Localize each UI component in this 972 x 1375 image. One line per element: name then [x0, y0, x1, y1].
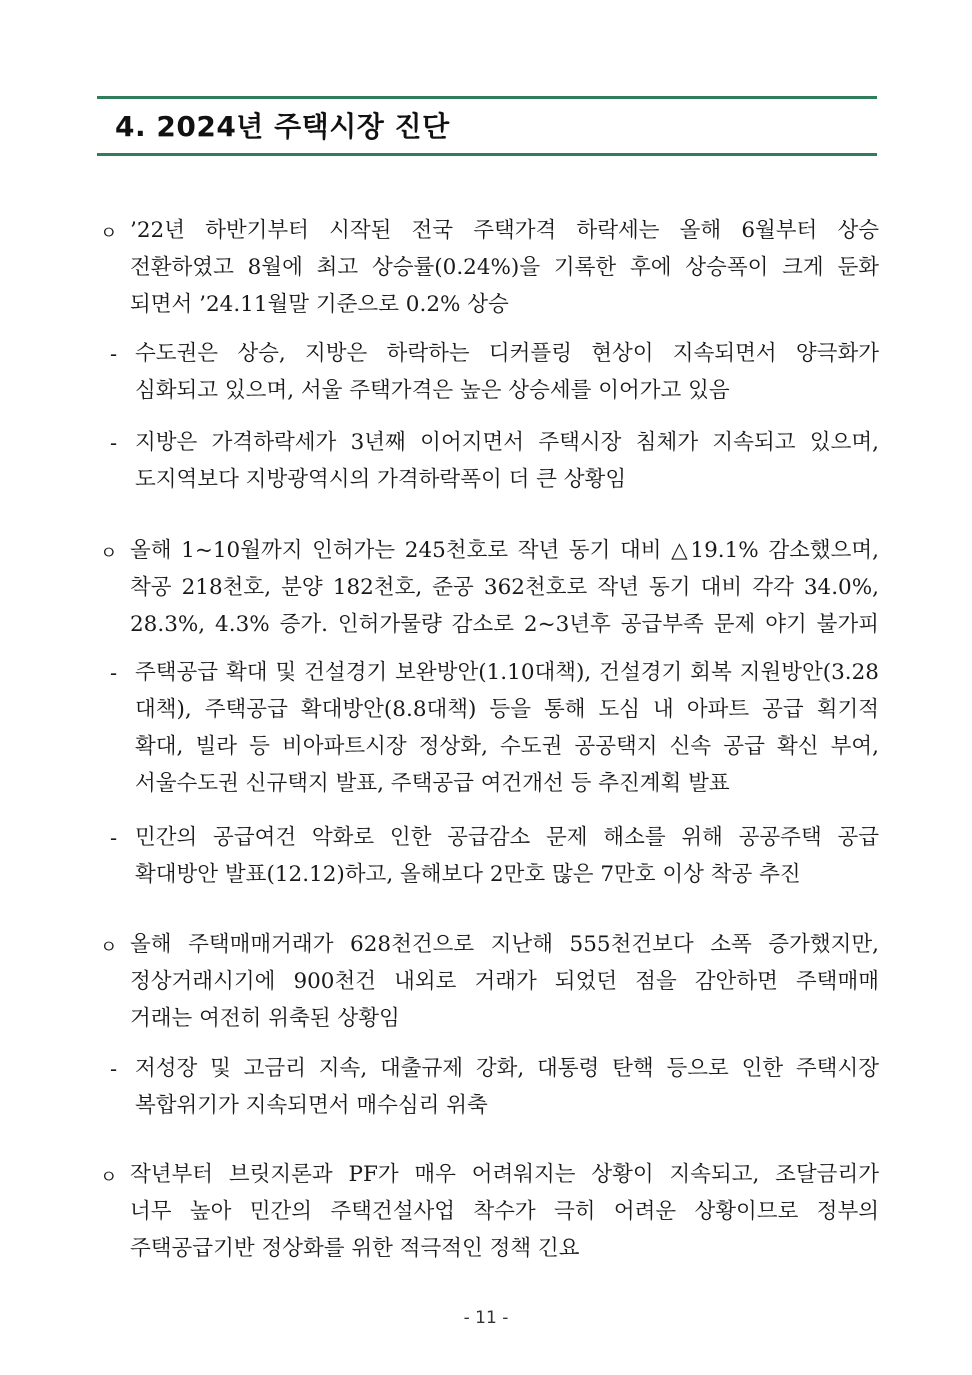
paragraph-line: 올해 1~10월까지 인허가는 245천호로 작년 동기 대비 △19.1% 감소했으며,: [130, 538, 879, 563]
paragraph-line: 작년부터 브릿지론과 PF가 매우 어려워지는 상황이 지속되고, 조달금리가: [130, 1162, 879, 1187]
sub-bullet-dash-marker: -: [110, 826, 118, 850]
paragraph-line: 주택공급기반 정상화를 위한 적극적인 정책 긴요: [130, 1236, 580, 1261]
sub-paragraph-line: 저성장 및 고금리 지속, 대출규제 강화, 대통령 탄핵 등으로 인한 주택시장: [135, 1056, 879, 1081]
sub-bullet-dash-marker: -: [110, 342, 118, 366]
sub-paragraph-line: 확대방안 발표(12.12)하고, 올해보다 2만호 많은 7만호 이상 착공 추진: [135, 862, 801, 887]
sub-paragraph-line: 수도권은 상승, 지방은 하락하는 디커플링 현상이 지속되면서 양극화가: [135, 341, 879, 366]
bullet-circle-marker: ㅇ: [100, 223, 118, 244]
page-number: - 11 -: [463, 1308, 509, 1328]
sub-paragraph-line: 지방은 가격하락세가 3년째 이어지면서 주택시장 침체가 지속되고 있으며,: [135, 430, 879, 455]
paragraph-line: 너무 높아 민간의 주택건설사업 착수가 극히 어려운 상황이므로 정부의: [130, 1199, 879, 1224]
sub-paragraph-line: 대책), 주택공급 확대방안(8.8대책) 등을 통해 도심 내 아파트 공급 획기적: [135, 697, 879, 722]
paragraph-line: 전환하였고 8월에 최고 상승률(0.24%)을 기록한 후에 상승폭이 크게 둔화: [130, 255, 879, 280]
paragraph-line: 거래는 여전히 위축된 상황임: [130, 1006, 400, 1031]
paragraph-line: ’22년 하반기부터 시작된 전국 주택가격 하락세는 올해 6월부터 상승: [130, 218, 879, 243]
sub-paragraph-line: 도지역보다 지방광역시의 가격하락폭이 더 큰 상황임: [135, 467, 627, 492]
sub-paragraph-line: 심화되고 있으며, 서울 주택가격은 높은 상승세를 이어가고 있음: [135, 378, 730, 403]
section-heading-box: [97, 96, 877, 156]
bullet-circle-marker: ㅇ: [100, 543, 118, 564]
sub-bullet-dash-marker: -: [110, 1057, 118, 1081]
section-title: 4. 2024년 주택시장 진단: [115, 110, 450, 143]
sub-paragraph-line: 복합위기가 지속되면서 매수심리 위축: [135, 1093, 488, 1118]
bullet-circle-marker: ㅇ: [100, 937, 118, 958]
paragraph-line: 28.3%, 4.3% 증가. 인허가물량 감소로 2~3년후 공급부족 문제 야기 불가피: [130, 612, 879, 637]
sub-paragraph-line: 서울수도권 신규택지 발표, 주택공급 여건개선 등 추진계획 발표: [135, 771, 730, 796]
sub-paragraph-line: 민간의 공급여건 악화로 인한 공급감소 문제 해소를 위해 공공주택 공급: [135, 825, 879, 850]
paragraph-line: 착공 218천호, 분양 182천호, 준공 362천호로 작년 동기 대비 각각 34.0%,: [130, 575, 879, 600]
sub-bullet-dash-marker: -: [110, 431, 118, 455]
paragraph-line: 정상거래시기에 900천건 내외로 거래가 되었던 점을 감안하면 주택매매: [130, 969, 879, 994]
sub-bullet-dash-marker: -: [110, 661, 118, 685]
paragraph-line: 올해 주택매매거래가 628천건으로 지난해 555천건보다 소폭 증가했지만,: [130, 932, 879, 957]
sub-paragraph-line: 주택공급 확대 및 건설경기 보완방안(1.10대책), 건설경기 회복 지원방안(3.28: [135, 660, 879, 685]
paragraph-line: 되면서 ’24.11월말 기준으로 0.2% 상승: [130, 292, 509, 317]
sub-paragraph-line: 확대, 빌라 등 비아파트시장 정상화, 수도권 공공택지 신속 공급 확신 부여,: [135, 734, 879, 759]
bullet-circle-marker: ㅇ: [100, 1167, 118, 1188]
